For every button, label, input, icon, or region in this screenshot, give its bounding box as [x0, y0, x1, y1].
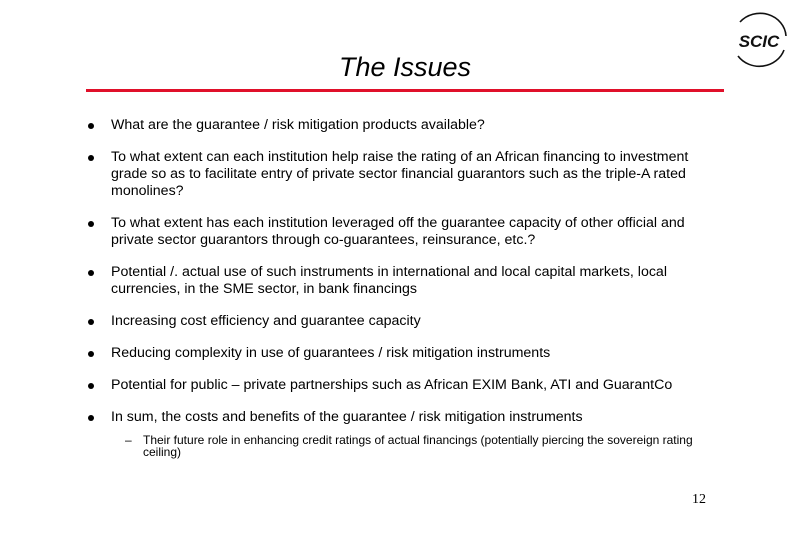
bullet-text: Potential for public – private partnerships such as African EXIM Bank, ATI and GuarantCo: [111, 377, 673, 393]
bullet-item: [86, 149, 716, 200]
sub-bullet-item: [111, 434, 716, 458]
bullet-text: To what extent has each institution leveraged off the guarantee capacity of other official and private sector guarantors through co-guarantees, reinsurance, etc.?: [111, 215, 685, 248]
bullet-dot-icon: [88, 415, 94, 421]
title-divider: [86, 89, 724, 92]
bullet-dot-icon: [88, 270, 94, 276]
bullet-item: [86, 409, 716, 458]
bullet-list: [86, 117, 716, 458]
sub-bullet-text: Their future role in enhancing credit ratings of actual financings (potentially piercing the sovereign rating ceiling): [143, 433, 693, 459]
bullet-text: Reducing complexity in use of guarantees / risk mitigation instruments: [111, 345, 551, 361]
bullet-item: [86, 117, 716, 134]
bullet-text: What are the guarantee / risk mitigation products available?: [111, 117, 485, 133]
slide-title: The Issues: [338, 52, 472, 82]
bullet-item: [86, 377, 716, 394]
bullet-item: [86, 345, 716, 362]
bullet-text: Potential /. actual use of such instruments in international and local capital markets, local currencies, in the SME sector, in bank financings: [111, 264, 667, 297]
bullet-dot-icon: [88, 351, 94, 357]
bullet-dot-icon: [88, 123, 94, 129]
bullet-dot-icon: [88, 319, 94, 325]
bullet-item: [86, 215, 716, 249]
logo-text: SCIC: [738, 32, 780, 51]
bullet-item: [86, 313, 716, 330]
bullet-dot-icon: [88, 155, 94, 161]
bullet-dot-icon: [88, 383, 94, 389]
bullet-text: Increasing cost efficiency and guarantee capacity: [111, 313, 421, 329]
bullet-dot-icon: [88, 221, 94, 227]
bullet-text: To what extent can each institution help raise the rating of an African financing to investment grade so as to facilitate entry of private sector financial guarantors such as the triple-A rated monolines?: [111, 149, 689, 199]
bullet-item: [86, 264, 716, 298]
page-number: 12: [692, 492, 706, 507]
sub-bullet-dash: –: [125, 433, 132, 447]
bullet-text: In sum, the costs and benefits of the guarantee / risk mitigation instruments: [111, 409, 583, 425]
